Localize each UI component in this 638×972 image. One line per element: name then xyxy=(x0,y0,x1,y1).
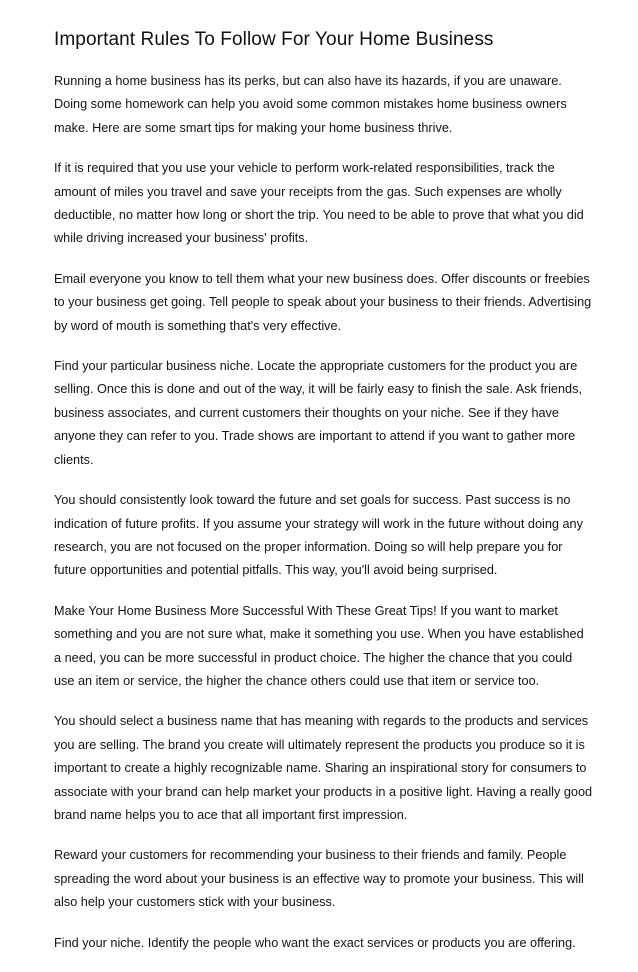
paragraph-4: Find your particular business niche. Locate the appropriate customers for the product you are selling. Once this is done and out of the way, it will be fairly easy to finish the sale. Ask friends, business associates, and current customers their thoughts on your niche. See if they have anyone they can refer to you. Trade shows are important to attend if you want to gather more clients. xyxy=(54,359,582,467)
document-body xyxy=(54,70,594,955)
document-page xyxy=(54,27,594,972)
paragraph-5: You should consistently look toward the future and set goals for success. Past success is no indication of future profits. If you assume your strategy will work in the future without doing any research, you are not focused on the proper information. Doing so will help prepare you for future opportunities and potential pitfalls. This way, you'll avoid being surprised. xyxy=(54,493,583,578)
paragraph-8: Reward your customers for recommending your business to their friends and family. People spreading the word about your business is an effective way to promote your business. This will also help your customers stick with your business. xyxy=(54,848,584,910)
document-title: Important Rules To Follow For Your Home Business xyxy=(54,29,494,50)
paragraph-6: Make Your Home Business More Successful With These Great Tips! If you want to market something and you are not sure what, make it something you use. When you have established a need, you can be more successful in product choice. The higher the chance that you could use an item or service, the higher the chance others could use that item or service too. xyxy=(54,603,584,688)
paragraph-9: Find your niche. Identify the people who want the exact services or products you are offering. xyxy=(54,935,576,950)
paragraph-1: Running a home business has its perks, but can also have its hazards, if you are unaware. Doing some homework can help you avoid some common mistakes home business owners make. Here are some smart tips for making your home business thrive. xyxy=(54,74,567,135)
paragraph-2: If it is required that you use your vehicle to perform work-related responsibilities, track the amount of miles you travel and save your receipts from the gas. Such expenses are wholly deductible, no matter how long or short the trip. You need to be able to prove that what you did while driving increased your business' profits. xyxy=(54,161,584,246)
paragraph-3: Email everyone you know to tell them what your new business does. Offer discounts or freebies to your business get going. Tell people to speak about your business to their friends. Advertising by word of mouth is something that's very effective. xyxy=(54,271,592,333)
paragraph-7: You should select a business name that has meaning with regards to the products and services you are selling. The brand you create will ultimately represent the products you produce so it is important to create a highly recognizable name. Sharing an inspirational story for consumers to associate with your brand can help market your products in a positive light. Having a really good brand name helps you to ace that all important first impression. xyxy=(54,714,593,822)
